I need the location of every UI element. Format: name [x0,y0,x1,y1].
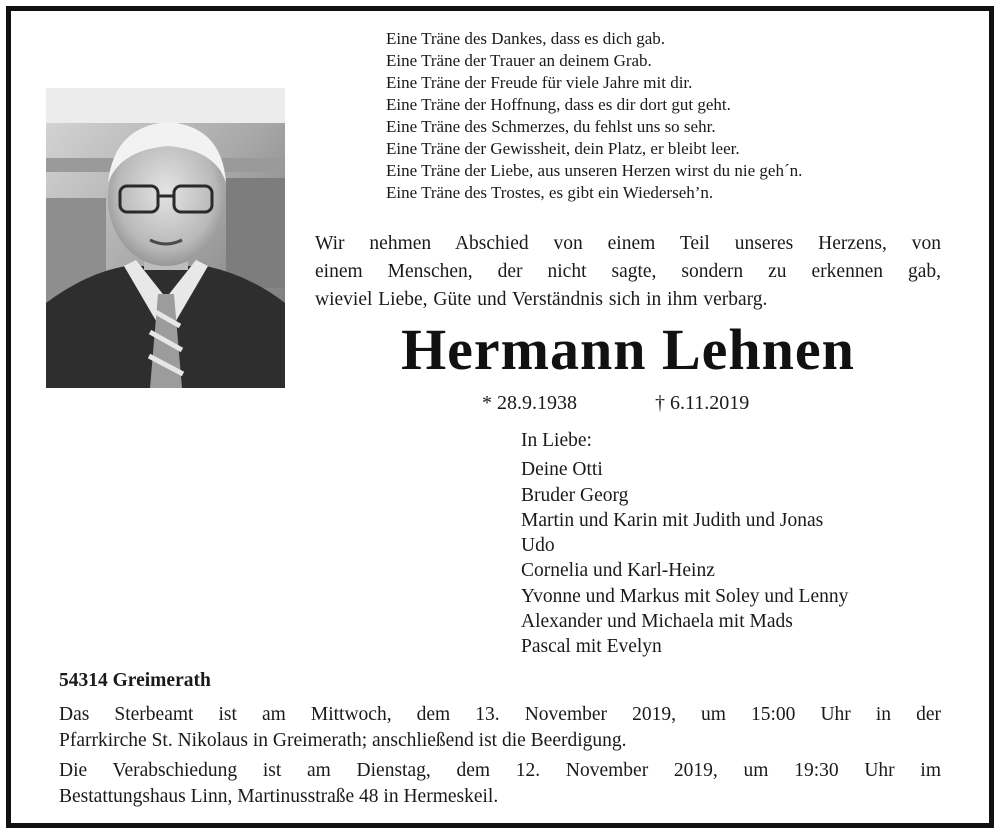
poem-line: Eine Träne der Gewissheit, dein Platz, er bleibt leer. [386,139,740,158]
family-member: Bruder Georg [521,484,629,506]
family-member: Deine Otti [521,459,603,481]
intro-line: Wir nehmen Abschied von einem Teil unseres Herzens, von [315,233,941,254]
family-member: Cornelia und Karl-Heinz [521,560,715,582]
poem-line: Eine Träne des Trostes, es gibt ein Wiederseh’n. [386,183,714,202]
birth-date: * 28.9.1938 [482,392,577,414]
intro-line: einem Menschen, der nicht sagte, sondern zu erkennen gab, [315,261,941,282]
requiem-line: Pfarrkirche St. Nikolaus in Greimerath; anschließend ist die Beerdigung. [59,730,627,751]
poem-line: Eine Träne der Trauer an deinem Grab. [386,51,652,70]
intro-line: wieviel Liebe, Güte und Verständnis sich in ihm verbarg. [315,289,768,310]
farewell-notice [59,758,941,810]
deceased-name: Hermann Lehnen [401,317,855,382]
family-member: Alexander und Michaela mit Mads [521,611,793,633]
poem-line: Eine Träne des Schmerzes, du fehlst uns so sehr. [386,117,716,136]
family-member: Yvonne und Markus mit Soley und Lenny [521,585,849,607]
family-member: Udo [521,535,555,557]
family-member: Martin und Karin mit Judith und Jonas [521,509,824,531]
poem-line: Eine Träne der Hoffnung, dass es dir dort gut geht. [386,95,731,114]
poem-line: Eine Träne der Liebe, aus unseren Herzen wirst du nie geh´n. [386,161,803,180]
farewell-intro [315,230,941,314]
family-list [521,428,961,660]
farewell-line: Die Verabschiedung ist am Dienstag, dem 12. November 2019, um 19:30 Uhr im [59,760,941,781]
requiem-notice [59,702,941,754]
family-member: Pascal mit Evelyn [521,636,662,658]
death-date: † 6.11.2019 [655,392,750,414]
requiem-line: Das Sterbeamt ist am Mittwoch, dem 13. November 2019, um 15:00 Uhr in der [59,704,941,725]
postal-place: 54314 Greimerath [59,670,211,691]
farewell-line: Bestattungshaus Linn, Martinusstraße 48 in Hermeskeil. [59,786,499,807]
poem-line: Eine Träne des Dankes, dass es dich gab. [386,29,666,48]
family-heading: In Liebe: [521,430,592,451]
poem-line: Eine Träne der Freude für viele Jahre mit dir. [386,73,693,92]
poem [386,28,946,204]
portrait-photo [46,88,285,388]
